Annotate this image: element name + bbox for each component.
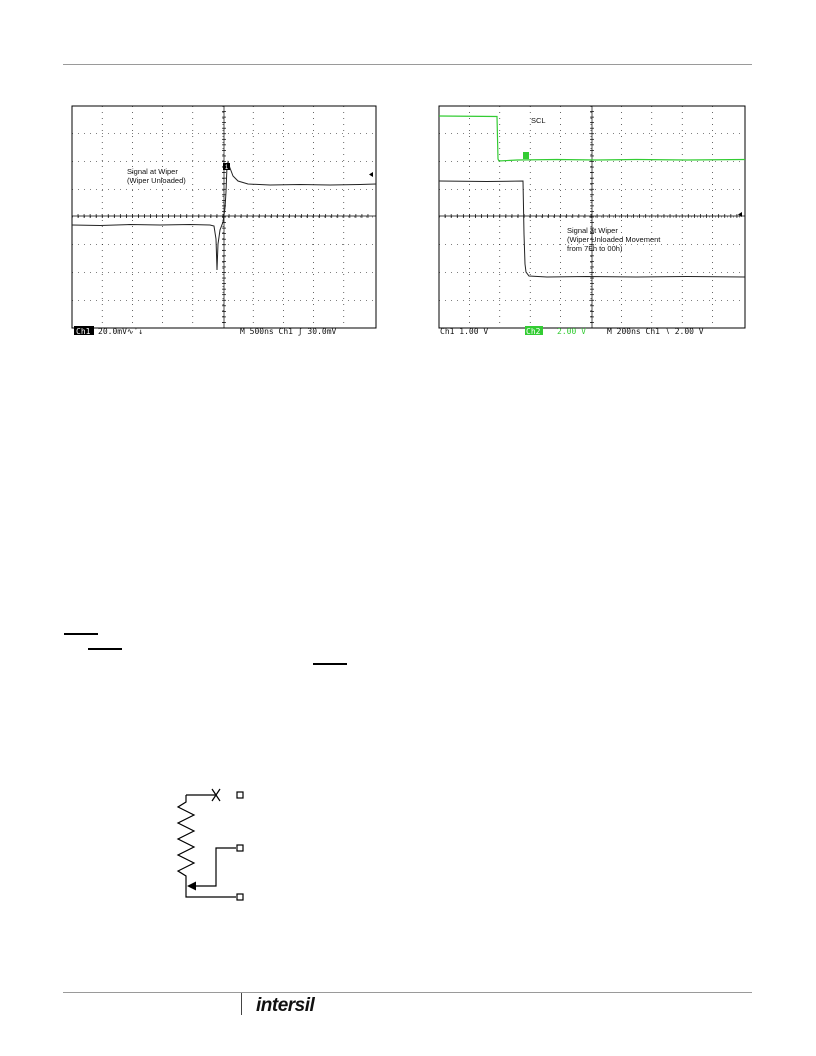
scope1-ch-label: Ch1 bbox=[76, 327, 91, 336]
wiper-wire bbox=[192, 848, 236, 886]
scope2-trigger-marker bbox=[523, 152, 529, 159]
scope1-marker-label: 1 bbox=[224, 165, 229, 171]
overline-mark-3 bbox=[313, 663, 347, 665]
resistor-symbol bbox=[178, 795, 236, 897]
scope2-time-readout: M 200ns Ch1 ∖ 2.00 V bbox=[607, 327, 704, 336]
scope1-annotation-2: (Wiper Unloaded) bbox=[127, 176, 186, 185]
scope2-ch2-tag: Ch2 bbox=[526, 327, 541, 336]
scope1-time-readout: M 500ns Ch1 ʃ 30.0mV bbox=[240, 327, 337, 336]
scope1-graticule bbox=[70, 104, 378, 344]
terminal-wiper bbox=[237, 845, 243, 851]
scope2-graticule bbox=[437, 104, 747, 344]
scope1-annotation-1: Signal at Wiper bbox=[127, 167, 178, 176]
overline-mark-2 bbox=[88, 648, 122, 650]
wiper-arrow-icon bbox=[187, 882, 196, 891]
scope-capture-wiper-movement bbox=[437, 104, 747, 344]
header-rule bbox=[63, 64, 752, 65]
terminal-top bbox=[237, 792, 243, 798]
footer-divider bbox=[241, 993, 242, 1015]
scope2-ch1-readout: Ch1 1.00 V bbox=[440, 327, 489, 336]
overline-mark-1 bbox=[64, 633, 98, 635]
footer-rule bbox=[63, 992, 752, 993]
scope1-scale-readout: 20.0mV∿ʹ↓ bbox=[98, 327, 144, 336]
scope2-ch2-readout: 2.00 V bbox=[557, 327, 586, 336]
intersil-logo: intersil bbox=[256, 995, 315, 1016]
scope2-annotation-1: Signal at Wiper bbox=[567, 226, 618, 235]
scope-capture-wiper-unloaded bbox=[70, 104, 378, 344]
scope2-annotation-3: from 7Fh to 00h) bbox=[567, 244, 623, 253]
scope2-scl-label: SCL bbox=[531, 116, 546, 125]
potentiometer-schematic bbox=[170, 780, 260, 915]
scope2-annotation-2: (Wiper Unloaded Movement bbox=[567, 235, 661, 244]
terminal-bottom bbox=[237, 894, 243, 900]
